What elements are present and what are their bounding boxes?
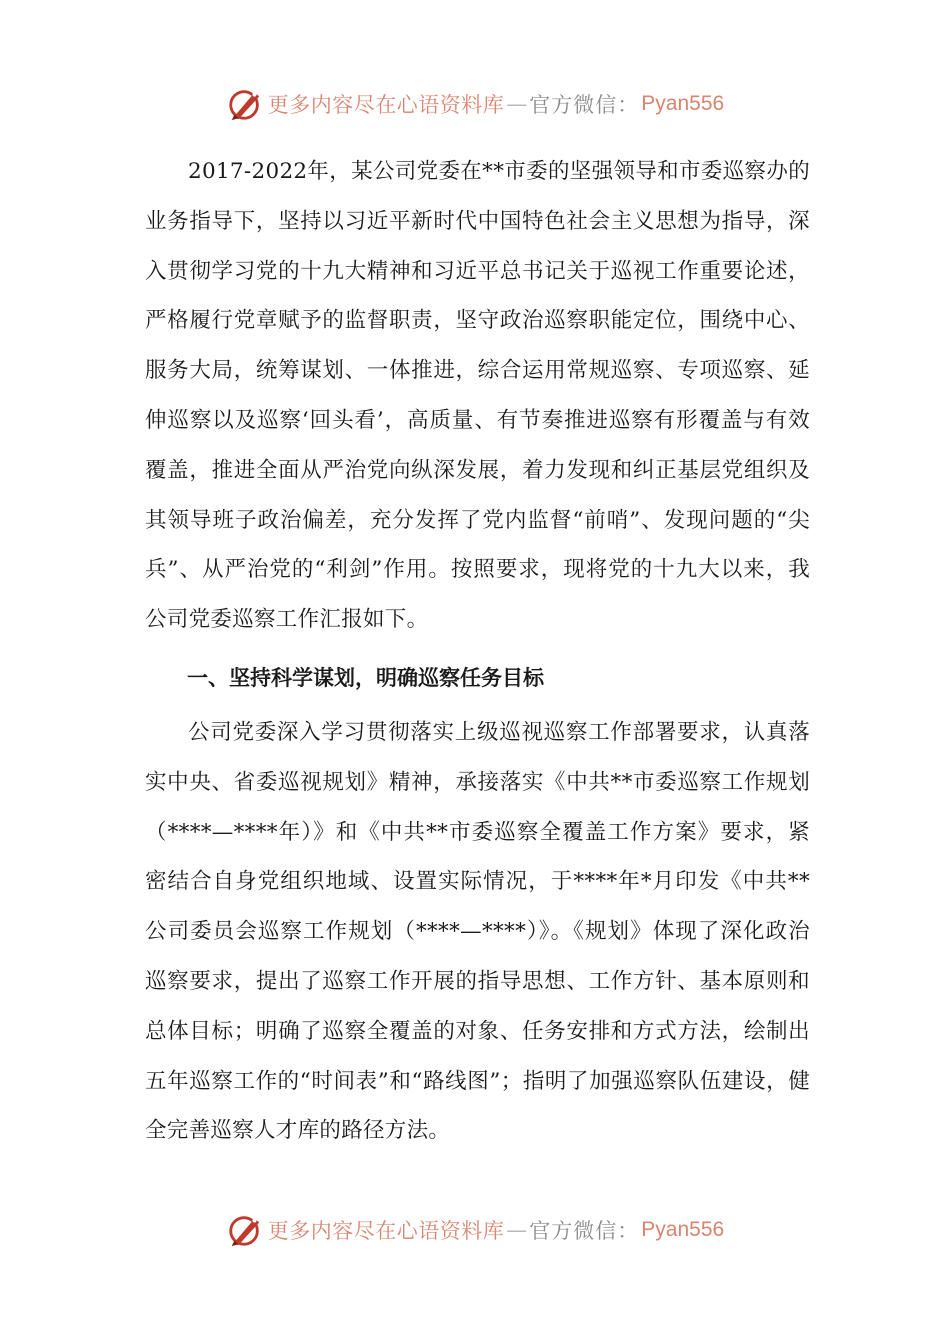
document-body (145, 147, 810, 1156)
pen-nib-logo-icon (226, 1211, 264, 1249)
banner-site-text: 更多内容尽在心语资料库 (267, 93, 505, 117)
pen-nib-logo-icon (226, 85, 264, 123)
banner-wechat-label: 官方微信： (529, 93, 640, 117)
footer-banner (0, 1208, 950, 1252)
banner-site-text: 更多内容尽在心语资料库 (267, 1219, 505, 1243)
banner-wechat-id: Pyan556 (641, 1218, 725, 1241)
header-banner (0, 82, 950, 126)
banner-dash: — (506, 92, 528, 116)
intro-paragraph: 2017-2022年，某公司党委在**市委的坚强领导和市委巡察办的业务指导下，坚持以习近平新时代中国特色社会主义思想为指导，深入贯彻学习党的十九大精神和习近平总书记关于巡视工作重要论述，严格履行党章赋予的监督职责，坚守政治巡察职能定位，围绕中心、服务大局，统筹谋划、一体推进，综合运用常规巡察、专项巡察、延伸巡察以及巡察‘回头看’，高质量、有节奏推进巡察有形覆盖与有效覆盖，推进全面从严治党向纵深发展，着力发现和纠正基层党组织及其领导班子政治偏差，充分发挥了党内监督“前哨”、发现问题的“尖兵”、从严治党的“利剑”作用。按照要求，现将党的十九大以来，我公司党委巡察工作汇报如下。 (145, 159, 810, 633)
banner-wechat-label: 官方微信： (529, 1219, 640, 1243)
section-1-paragraph: 公司党委深入学习贯彻落实上级巡视巡察工作部署要求，认真落实中央、省委巡视规划》精神，承接落实《中共**市委巡察工作规划（****—****年）》和《中共**市委巡察全覆盖工作方案》要求，紧密结合自身党组织地域、设置实际情况，于****年*月印发《中共**公司委员会巡察工作规划（****—****）》。《规划》体现了深化政治巡察要求，提出了巡察工作开展的指导思想、工作方针、基本原则和总体目标；明确了巡察全覆盖的对象、任务安排和方式方法，绘制出五年巡察工作的“时间表”和“路线图”；指明了加强巡察队伍建设，健全完善巡察人才库的路径方法。 (145, 719, 810, 1144)
section-1-heading: 一、坚持科学谋划，明确巡察任务目标 (187, 665, 544, 690)
banner-wechat-id: Pyan556 (641, 92, 725, 115)
banner-dash: — (506, 1218, 528, 1242)
